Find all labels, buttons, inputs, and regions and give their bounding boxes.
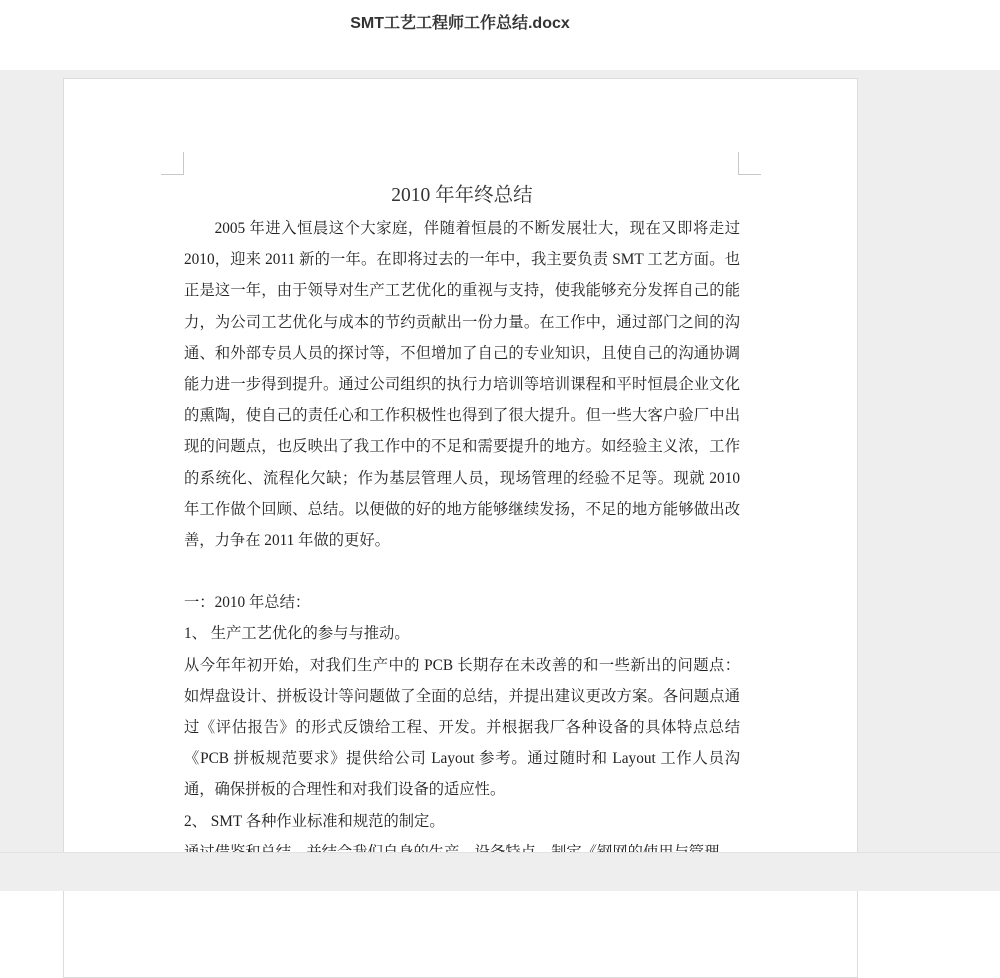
item-paragraph: 从今年年初开始，对我们生产中的 PCB 长期存在未改善的和一些新出的问题点：如焊盘设计、拼板设计等问题做了全面的总结，并提出建议更改方案。各问题点通过《评估报告》的形式反馈给工程、开发。并根据我厂各种设备的具体特点总结《PCB 拼板规范要求》提供给公司 Layout 参考。通过随时和 Layout 工作人员沟通，确保拼板的合理性和对我们设备的适应性。 — [184, 656, 740, 799]
bottom-bar — [0, 852, 1000, 891]
item-title: 2、 SMT 各种作业标准和规范的制定。 — [184, 812, 445, 830]
page-content — [184, 179, 740, 868]
document-heading: 2010 年年终总结 — [391, 185, 533, 206]
document-workspace[interactable] — [0, 70, 1000, 852]
blank-line — [184, 556, 740, 587]
intro-paragraph: 2005 年进入恒晨这个大家庭，伴随着恒晨的不断发展壮大，现在又即将走过 2010，迎来 2011 新的一年。在即将过去的一年中，我主要负责 SMT 工艺方面。也正是这一年，由于领导对生产工艺优化的重视与支持，使我能够充分发挥自己的能力，为公司工艺优化与成本的节约贡献出一份力量。在工作中，通过部门之间的沟通、和外部专员人员的探讨等，不但增加了自己的专业知识，且使自己的沟通协调能力进一步得到提升。通过公司组织的执行力培训等培训课程和平时恒晨企业文化的熏陶，使自己的责任心和工作积极性也得到了很大提升。但一些大客户验厂中出现的问题点，也反映出了我工作中的不足和需要提升的地方。如经验主义浓，工作的系统化、流程化欠缺；作为基层管理人员，现场管理的经验不足等。现就 2010 年工作做个回顾、总结。以便做的好的地方能够继续发扬，不足的地方能够做出改善，力争在 2011 年做的更好。 — [184, 220, 740, 550]
margin-corner-top-right — [738, 152, 761, 175]
title-bar — [0, 0, 1000, 70]
document-page — [63, 78, 858, 978]
item-title: 1、 生产工艺优化的参与与推动。 — [184, 625, 410, 643]
margin-corner-top-left — [161, 152, 184, 175]
document-title: SMT工艺工程师工作总结.docx — [350, 15, 570, 32]
section-heading: 一：2010 年总结： — [184, 594, 311, 612]
